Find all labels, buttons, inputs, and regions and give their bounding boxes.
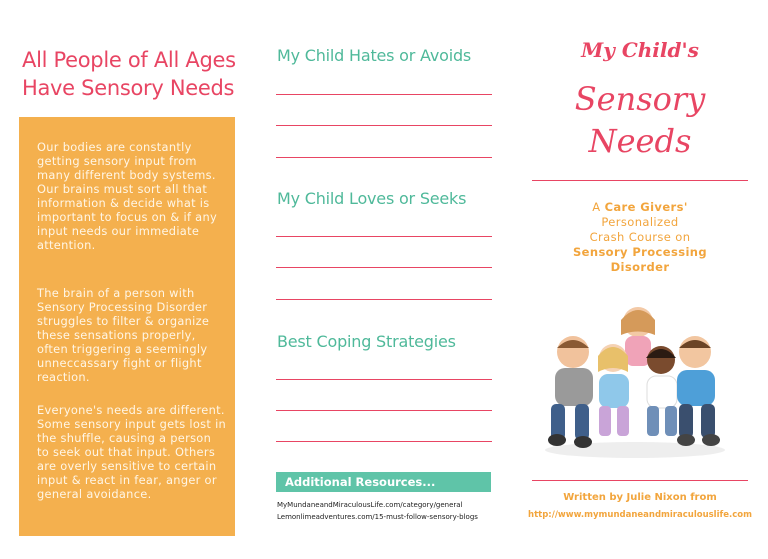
heading-hates-avoids: My Child Hates or Avoids <box>277 46 472 65</box>
left-panel <box>0 0 256 559</box>
writing-line[interactable] <box>276 410 492 411</box>
writing-line[interactable] <box>276 125 492 126</box>
heading-loves-seeks: My Child Loves or Seeks <box>277 189 467 208</box>
info-box <box>19 117 235 536</box>
writing-line[interactable] <box>276 236 492 237</box>
divider-line-bottom <box>532 480 748 481</box>
writing-line[interactable] <box>276 299 492 300</box>
resource-link-1[interactable]: MyMundaneandMiraculousLife.com/category/general <box>277 501 463 509</box>
cover-title-small: My Child's <box>581 38 699 62</box>
heading-coping-strategies: Best Coping Strategies <box>277 332 456 351</box>
tag-d: Crash Course on <box>589 230 691 244</box>
writing-line[interactable] <box>276 94 492 95</box>
info-paragraph-2: The brain of a person with Sensory Processing Disorder struggles to filter & organize these sensations properly, often triggering a seemingly unneccassary fight or flight reaction. <box>37 286 210 384</box>
writing-line[interactable] <box>276 441 492 442</box>
left-title-line1: All People of All Ages <box>22 48 236 72</box>
writing-line[interactable] <box>276 267 492 268</box>
cover-title-sensory: Sensory <box>574 80 706 118</box>
info-paragraph-3: Everyone's needs are different. Some sensory input gets lost in the shuffle, causing a person to seek out that input. Others are overly sensitive to certain input & react in fear, anger or general avoidance. <box>37 403 227 501</box>
author-url[interactable]: http://www.mymundaneandmiraculouslife.com <box>528 510 752 520</box>
tag-c: Personalized <box>601 215 679 229</box>
tag-a: A <box>592 200 605 214</box>
writing-line[interactable] <box>276 379 492 380</box>
writing-line[interactable] <box>276 157 492 158</box>
cover-title-needs: Needs <box>588 122 692 160</box>
tag-e: Sensory Processing <box>572 245 708 259</box>
resource-link-2[interactable]: Lemonlimeadventures.com/15-must-follow-sensory-blogs <box>277 513 478 521</box>
tag-f: Disorder <box>610 260 670 274</box>
tag-b: Care Givers' <box>604 200 688 214</box>
cover-tagline <box>512 200 768 275</box>
info-paragraph-1: Our bodies are constantly getting sensory input from many different body systems. Our brains must sort all that information & decide what is important to focus on & if any input needs our immediate attention. <box>37 140 218 252</box>
author-credit: Written by Julie Nixon from <box>563 492 717 503</box>
children-photo <box>543 300 728 460</box>
left-title-line2: Have Sensory Needs <box>22 76 235 100</box>
additional-resources-banner: Additional Resources... <box>276 472 491 492</box>
left-panel-title <box>22 46 247 102</box>
divider-line <box>532 180 748 181</box>
